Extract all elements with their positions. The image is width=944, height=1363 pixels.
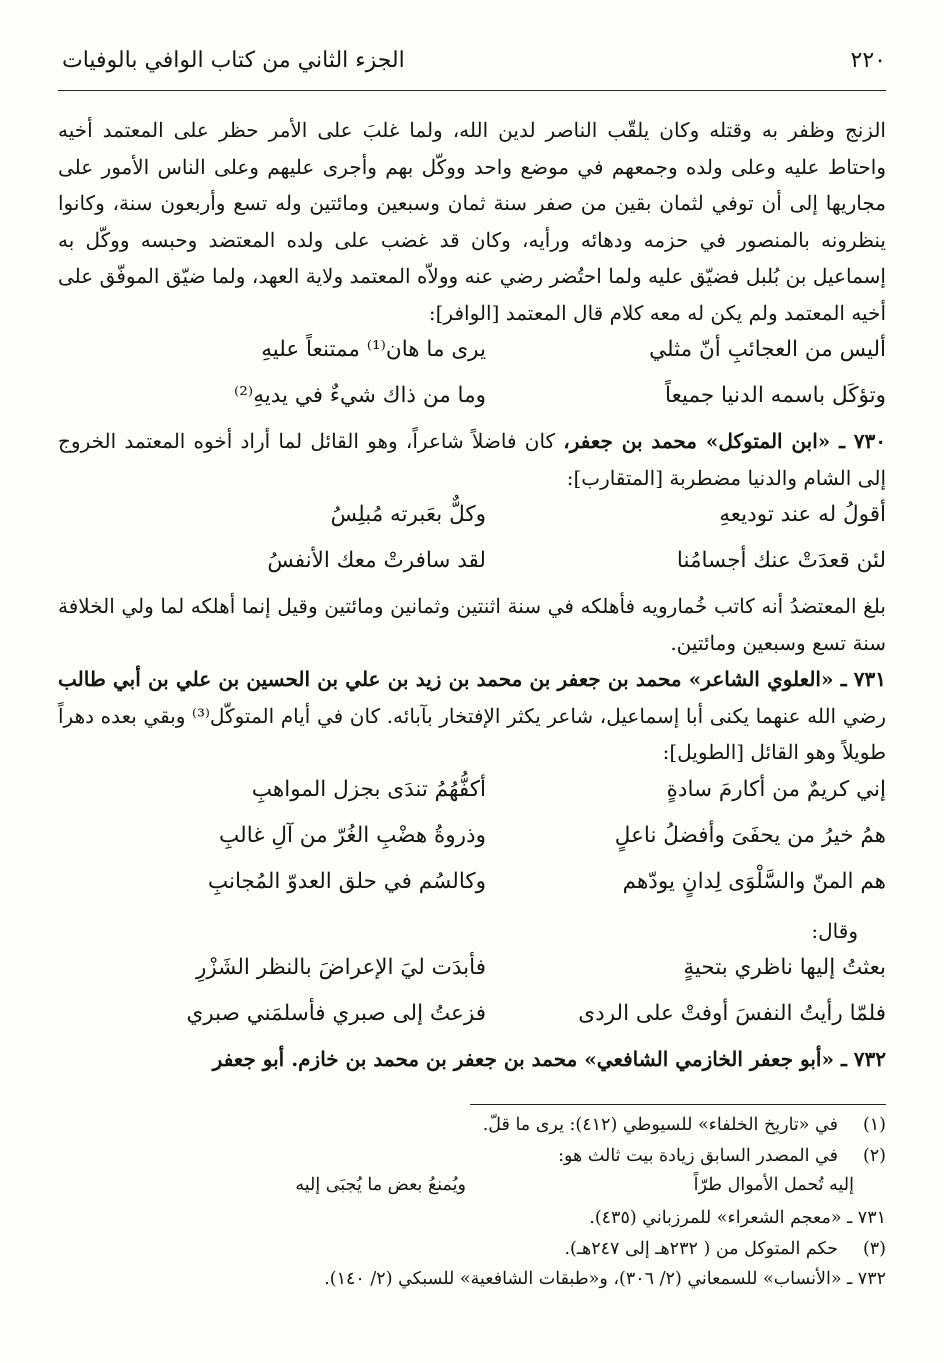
verse-first-hemistich: إني كريمٌ من أكارمَ سادةٍ xyxy=(666,776,886,802)
footnotes xyxy=(58,1110,886,1295)
verse-first-hemistich: بعثتُ إليها ناظري بتحيةٍ xyxy=(683,954,886,980)
verse-line xyxy=(58,949,886,995)
header-rule xyxy=(58,90,886,91)
verse-line xyxy=(58,995,886,1041)
source-note-732: ٧٣٢ ـ «الأنساب» للسمعاني (٢/ ٣٠٦)، و«طبقات الشافعية» للسبكي (٢/ ١٤٠). xyxy=(324,1269,886,1289)
verse-first-hemistich: إليه تُحمل الأموال طرّاً xyxy=(693,1175,854,1195)
verse-second-hemistich: أكفُّهُمُ تندَى بجزل المواهبِ xyxy=(251,776,486,802)
paragraph-continuation: الزنج وظفر به وقتله وكان يلقّب الناصر لدين الله، ولما غلبَ على الأمر حظر على المعتمد أخيه واحتاط عليه وعلى ولده وجمعهم في موضع واحد ووكّل بهم وأجرى عليهم وعلى الناس الأمور على مجاريها إلى أن توفي لثمان بقين من صفر سنة ثمان وسبعين ومائتين وله تسع وأربعون سنة، وكانوا ينظرونه بالمنصور في حزمه ودهائه ورأيه، وكان قد غضب على ولده المعتضد وحبسه ووكّل به إسماعيل بن بُلبل فضيّق عليه ولما احتُضر رضي عنه وولاّه المعتمد ولاية العهد، ولما ضيّق الموفّق على أخيه المعتمد ولم يكن له معه كلام قال المعتمد [الوافر]: xyxy=(58,118,886,325)
verse-line xyxy=(58,771,886,817)
verse-second-hemistich: وما من ذاك شيءٌ في يديهِ⁽²⁾ xyxy=(234,383,486,408)
paragraph-730-continued: بلغ المعتضدُ أنه كاتب خُمارويه فأهلكه في سنة اثنتين وثمانين ومائتين وقيل إنما أهلكه لما ولي الخلافة سنة تسع وسبعين ومائتين. xyxy=(58,594,886,655)
verse-line xyxy=(58,542,886,588)
verse-line xyxy=(58,863,886,909)
page-body xyxy=(58,112,886,1077)
verse-first-hemistich: فلمّا رأيتُ النفسَ أوفتْ على الردى xyxy=(578,1000,886,1026)
footnote-text: في «تاريخ الخلفاء» للسيوطي (٤١٢): يرى ما قلّ. xyxy=(482,1115,838,1135)
footnote-ref: (١) xyxy=(862,1115,886,1135)
footnote-text: في المصدر السابق زيادة بيت ثالث هو: xyxy=(558,1145,838,1166)
footnote-verse xyxy=(58,1171,886,1203)
verse-first-hemistich: لئن قعدَتْ عنك أجسامُنا xyxy=(676,548,886,573)
footnote-ref: (٣) xyxy=(862,1238,886,1259)
entry-730-heading: ٧٣٠ ـ «ابن المتوكل» محمد بن جعفر، xyxy=(563,429,887,453)
verse-line xyxy=(58,331,886,377)
verse-second-hemistich: وذروةُ هضْبِ الغُرّ من آلِ غالبِ xyxy=(219,822,486,848)
and-he-said-label: وقال: xyxy=(811,918,858,943)
entry-730 xyxy=(58,423,886,496)
verse-first-hemistich: أقولُ له عند توديعهِ xyxy=(719,502,886,527)
verse-second-hemistich: فزعتُ إلى صبري فأسلمَني صبري xyxy=(186,1000,486,1026)
footnote xyxy=(58,1234,886,1265)
page-header xyxy=(62,42,886,82)
verse-second-hemistich: لقد سافرتْ معك الأنفسُ xyxy=(267,548,486,573)
verse-first-hemistich: همُ خيرُ من يحفَىَ وأفضلُ ناعلٍ xyxy=(614,822,886,848)
footnote xyxy=(58,1110,886,1141)
running-title: الجزء الثاني من كتاب الوافي بالوفيات xyxy=(62,48,405,73)
entry-732-heading: ٧٣٢ ـ «أبو جعفر الخازمي الشافعي» محمد بن جعفر بن محمد بن خازم. أبو جعفر xyxy=(212,1046,886,1071)
verse-second-hemistich: فأبدَت ليَ الإعراضَ بالنظر الشَزْرِ xyxy=(195,954,486,980)
verse-line xyxy=(58,496,886,542)
page-number: ٢٢٠ xyxy=(850,48,886,73)
verse-first-hemistich: أليس من العجائبِ أنّ مثلي xyxy=(649,337,886,362)
footnote-ref: (٢) xyxy=(862,1145,886,1166)
verse-line xyxy=(58,377,886,423)
verse-second-hemistich: وكلٌّ بعَبرته مُبلِسُ xyxy=(330,502,486,527)
verse-first-hemistich: وتؤكَل باسمه الدنيا جميعاً xyxy=(665,383,886,408)
verse-second-hemistich: وكالسُم في حلق العدوّ المُجانبِ xyxy=(207,868,486,894)
footnote xyxy=(58,1141,886,1172)
entry-731-heading: ٧٣١ ـ «العلوي الشاعر» محمد بن جعفر بن محمد بن زيد بن علي بن الحسين بن علي بن أبي طالب xyxy=(58,667,886,691)
entry-731-text: رضي الله عنهما يكنى أبا إسماعيل، شاعر يكثر الإفتخار بآبائه. كان في أيام المتوكّل⁽³⁾ وبقي بعده دهراً طويلاً وهو القائل [الطويل]: xyxy=(58,703,886,764)
entry-731 xyxy=(58,661,886,771)
verse-first-hemistich: هم المنّ والسَّلْوَى لِدانٍ يودّهم xyxy=(622,868,886,894)
source-note-731: ٧٣١ ـ «معجم الشعراء» للمرزباني (٤٣٥). xyxy=(589,1208,886,1228)
verse-line xyxy=(58,817,886,863)
entry-730-text: كان فاضلاً شاعراً، وهو القائل لما أراد أخوه المعتمد الخروج إلى الشام والدنيا مضطربة [المتقارب]: xyxy=(58,429,886,490)
verse-second-hemistich: ويُمنعُ بعض ما يُجبَى إليه xyxy=(295,1175,466,1195)
verse-second-hemistich: يرى ما هان⁽¹⁾ ممتنعاً عليهِ xyxy=(261,337,486,362)
footnote-rule xyxy=(470,1104,886,1105)
footnote-text: حكم المتوكل من ( ٢٣٢هـ إلى ٢٤٧هـ). xyxy=(564,1238,838,1259)
